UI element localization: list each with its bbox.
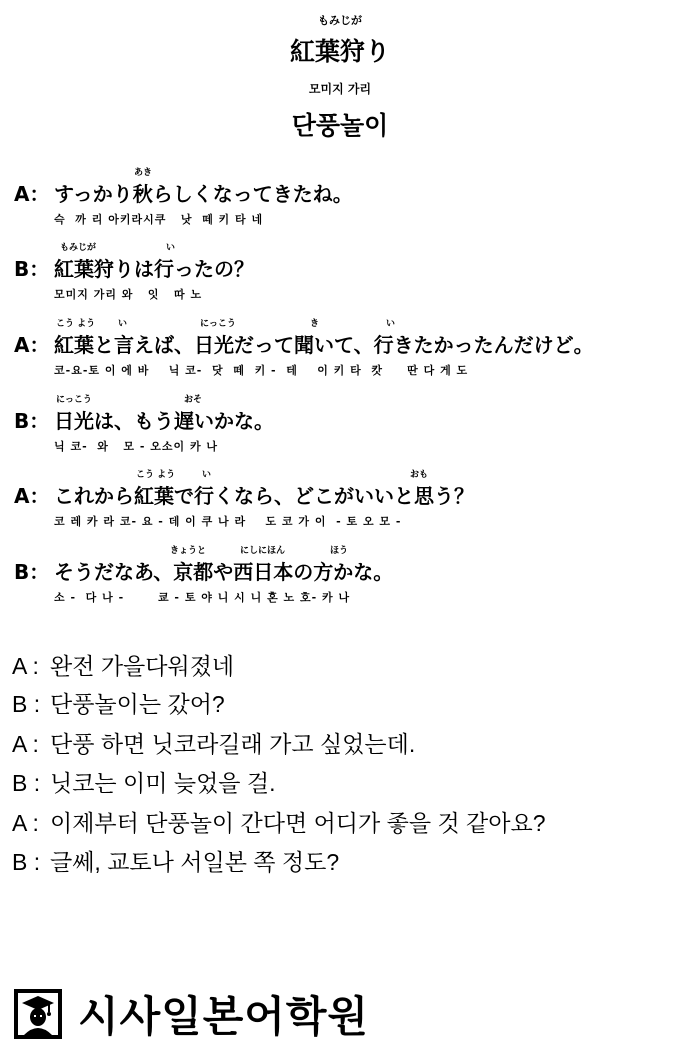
japanese-text: 紅葉狩りは行ったの？ (54, 257, 254, 281)
translation-text: 완전 가을다워졌네 (50, 653, 235, 679)
furigana: い (118, 319, 128, 329)
korean-reading: 슥 까 리 아키라시쿠 낫 떼 키 타 네 (54, 213, 264, 226)
speaker-label: B： (14, 409, 50, 433)
japanese-text: すっかり秋らしくなってきたね。 (54, 182, 353, 206)
japanese-text: 日光は、もう遅いかな。 (54, 409, 274, 433)
dialog-line (14, 392, 674, 460)
speaker-label: A : (12, 653, 39, 679)
translation-text: 단풍 하면 닛코라길래 가고 싶었는데. (50, 731, 416, 757)
dialog-line (14, 467, 674, 535)
japanese-sentence (14, 480, 474, 509)
japanese-text: これから紅葉で行くなら、どこがいいと思う？ (54, 484, 474, 508)
page-title: 紅葉狩り (289, 37, 390, 66)
translation-text: 단풍놀이는 갔어? (50, 691, 225, 717)
korean-reading: 닉 코- 와 모 - 오소이 카 나 (54, 440, 219, 453)
dialog-line (14, 543, 674, 611)
japanese-text: そうだなあ、京都や西日本の方かな。 (54, 560, 394, 584)
speaker-label: A： (14, 484, 50, 508)
furigana: おそ (184, 395, 203, 405)
speaker-label: A： (14, 182, 50, 206)
translation-text: 닛코는 이미 늦었을 걸. (50, 770, 276, 796)
speaker-label: A： (14, 333, 50, 357)
brand-name: 시사일본어학원 (78, 992, 370, 1041)
japanese-sentence (14, 253, 254, 282)
translation-line (12, 648, 234, 681)
graduate-icon (14, 989, 62, 1039)
translation-text: 이제부터 단풍놀이 간다면 어디가 좋을 것 같아요? (50, 810, 546, 836)
title-ruby: もみじが (318, 14, 362, 27)
translation-line (12, 765, 276, 798)
furigana: もみじが (60, 243, 97, 253)
furigana: あき (134, 168, 153, 178)
translation-line (12, 805, 546, 838)
japanese-sentence (14, 329, 594, 358)
korean-reading: 모미지 가리 와 잇 따 노 (54, 288, 203, 301)
furigana: き (310, 319, 320, 329)
page-title-korean: 단풍놀이 (291, 111, 389, 140)
furigana: にしにほん (240, 546, 286, 556)
furigana: おも (410, 470, 429, 480)
dialog-line (14, 240, 674, 308)
translation-line (12, 726, 415, 759)
speaker-label: A : (12, 731, 39, 757)
dialog-line (14, 316, 674, 384)
translation-text: 글쎄, 교토나 서일본 쪽 정도? (50, 849, 340, 875)
furigana: こう よう (136, 470, 176, 480)
dialog-line (14, 165, 674, 233)
translation-line (12, 686, 225, 719)
korean-reading: 코 레 카 라 코- 요 - 데 이 쿠 나 라 도 코 가 이 - 토 오 모 - (54, 515, 402, 528)
speaker-label: A : (12, 810, 39, 836)
furigana: にっこう (56, 395, 92, 405)
korean-reading: 코-요-토 이 에 바 닉 코- 닷 떼 키 - 테 이 키 타 캇 딴 다 게 도 (54, 364, 469, 377)
furigana: い (386, 319, 396, 329)
furigana: にっこう (200, 319, 236, 329)
speaker-label: B : (12, 770, 41, 796)
furigana: い (166, 243, 176, 253)
speaker-label: B： (14, 560, 50, 584)
furigana: きょうと (170, 546, 207, 556)
speaker-label: B： (14, 257, 50, 281)
title-korean-ruby: 모미지 가리 (308, 82, 372, 96)
japanese-text: 紅葉と言えば、日光だって聞いて、行きたかったんだけど。 (54, 333, 594, 357)
translation-line (12, 844, 339, 877)
speaker-label: B : (12, 691, 41, 717)
furigana: い (202, 470, 212, 480)
furigana: こう よう (56, 319, 96, 329)
speaker-label: B : (12, 849, 41, 875)
japanese-sentence (14, 178, 353, 207)
japanese-sentence (14, 556, 393, 585)
brand-logo (14, 986, 369, 1042)
furigana: ほう (330, 546, 349, 556)
korean-reading: 소 - 다 나 - 쿄 - 토 야 니 시 니 혼 노 호- 카 나 (54, 591, 351, 604)
japanese-sentence (14, 405, 274, 434)
